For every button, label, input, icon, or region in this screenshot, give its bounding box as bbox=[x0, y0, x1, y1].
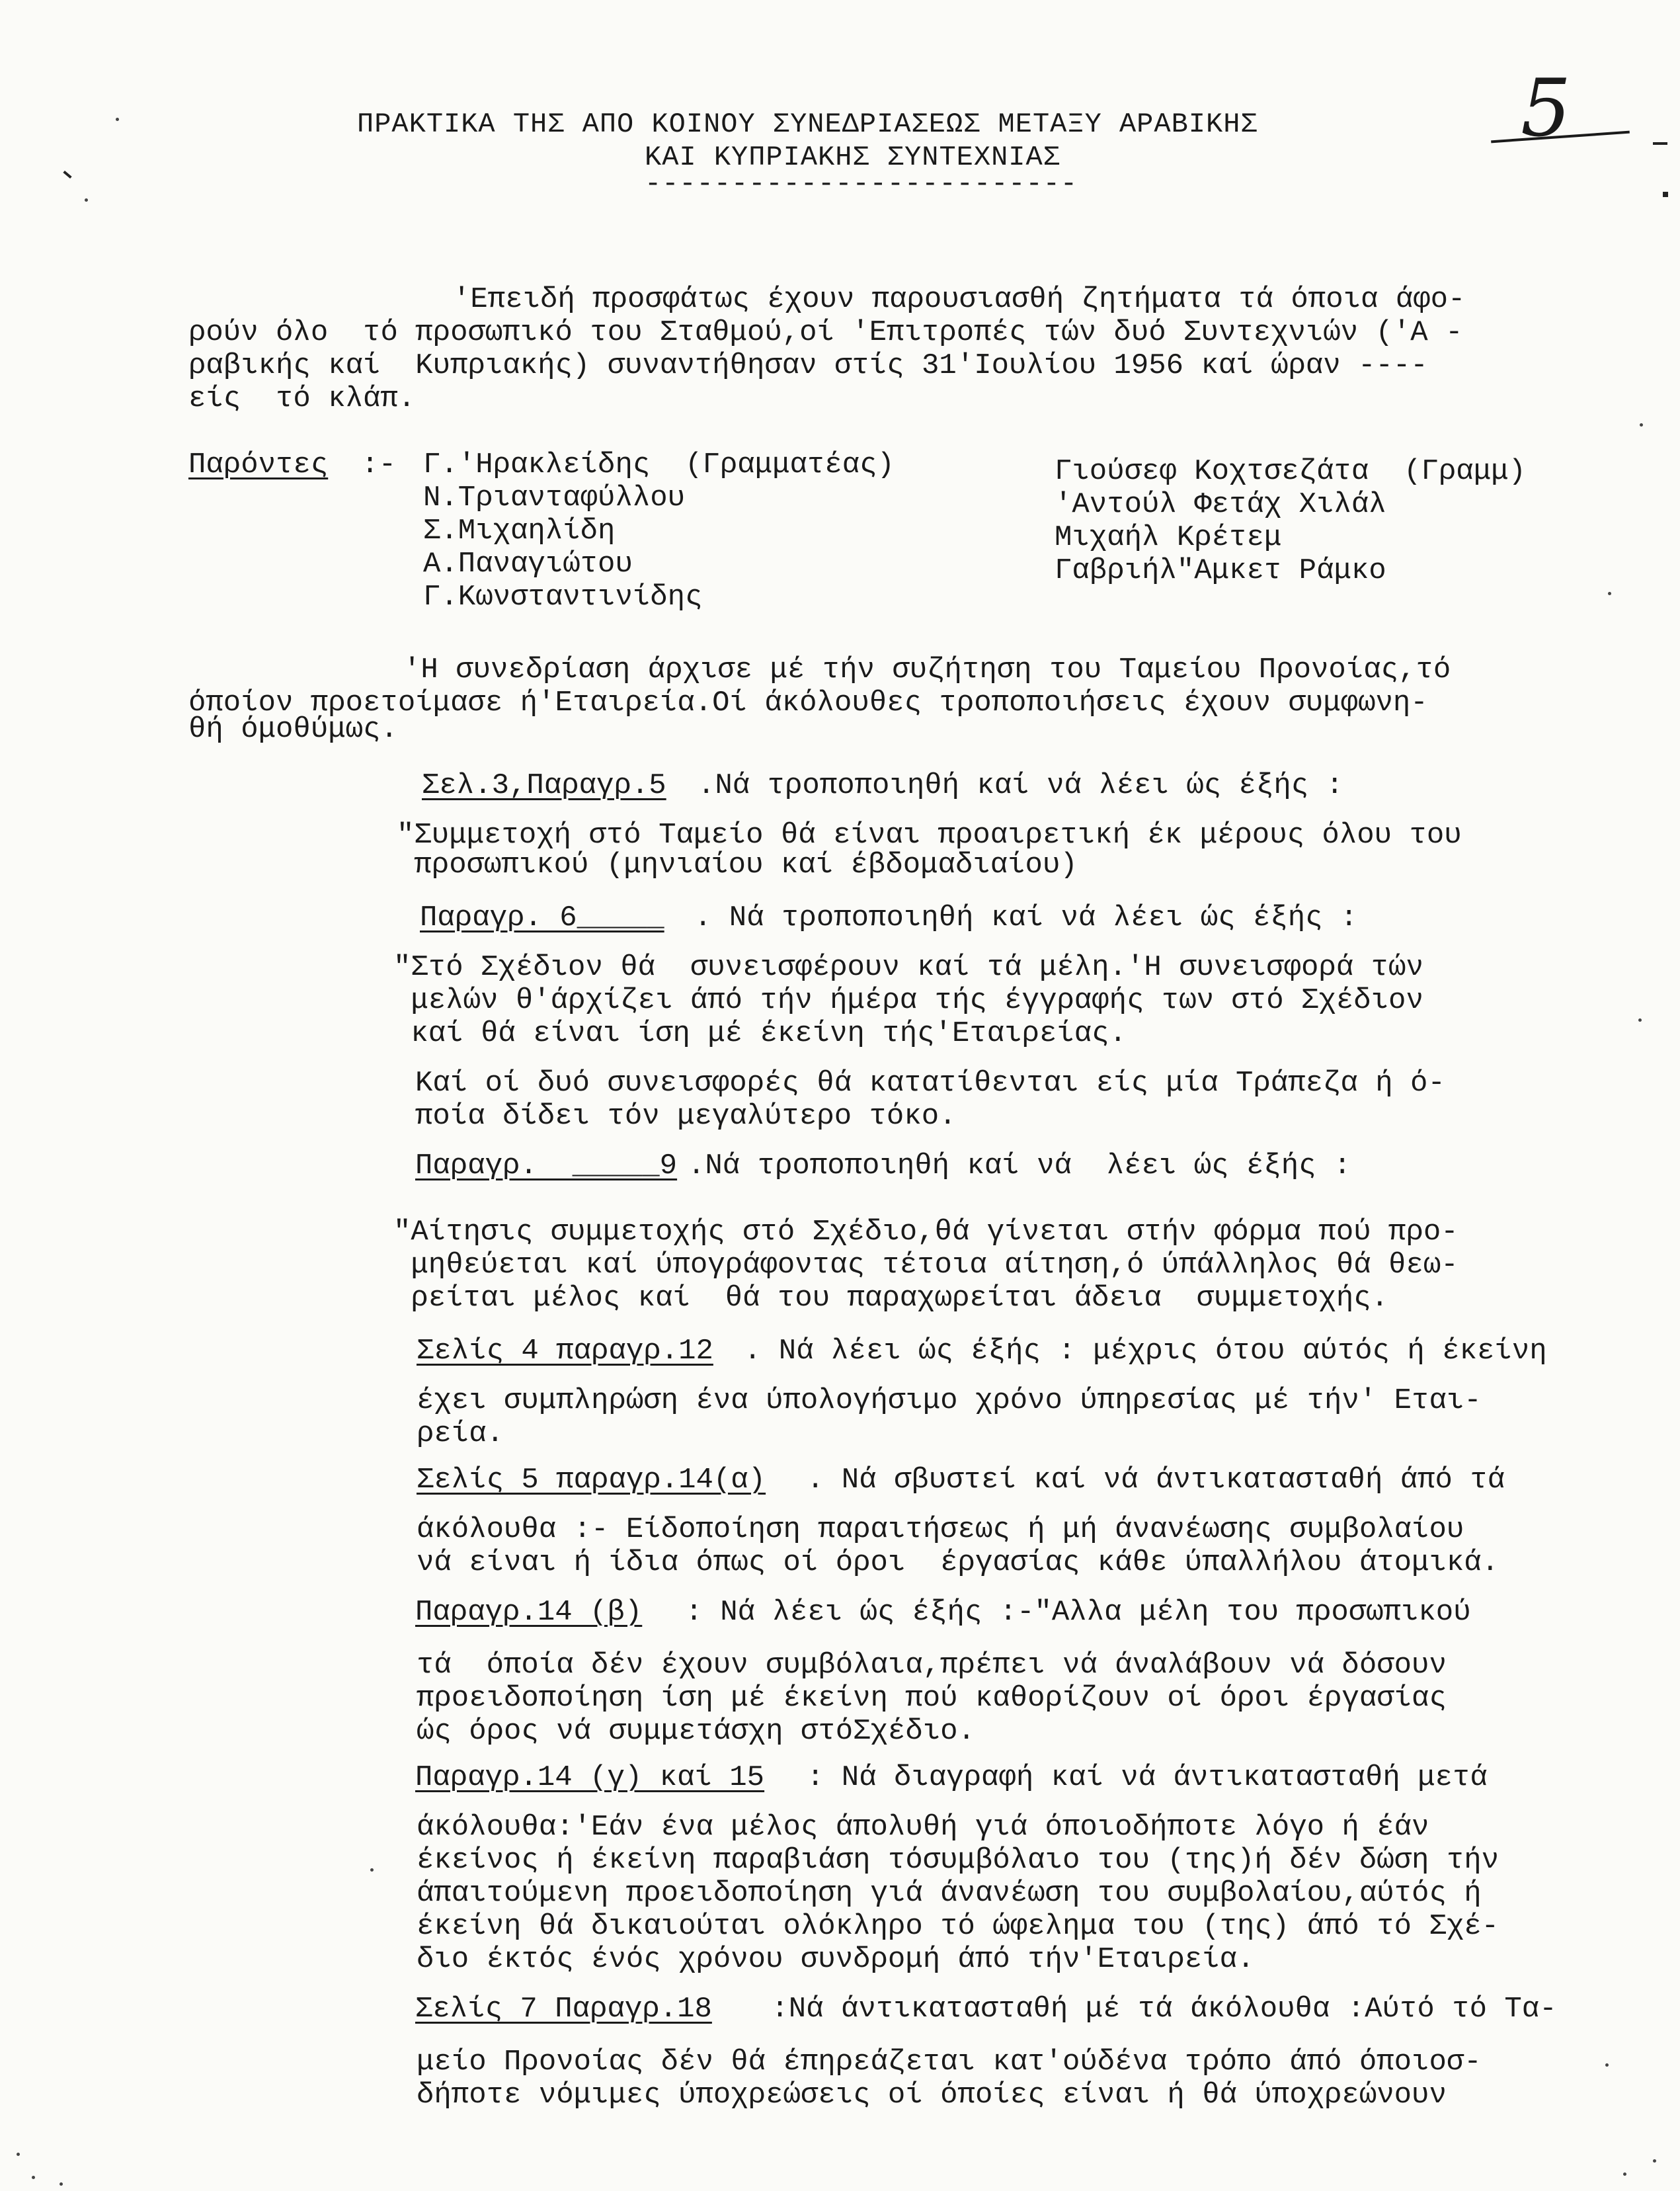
speck bbox=[1640, 423, 1643, 427]
amendment-6-cont-3: ώς όρος νά συμμετάσχη στόΣχέδιο. bbox=[417, 1715, 975, 1748]
speck bbox=[1608, 592, 1611, 595]
amendment-4-cont-2: ρεία. bbox=[417, 1417, 504, 1450]
speck bbox=[1638, 1018, 1642, 1022]
present-left-2: Ν.Τριανταφύλλου bbox=[423, 481, 686, 515]
amendment-7-cont-5: διο έκτός ένός χρόνου συνδρομή άπό τήν'Εταιρεία. bbox=[417, 1943, 1255, 1976]
amendment-1-heading: Σελ.3,Παραγρ.5 bbox=[422, 769, 666, 802]
amendment-4-text: . Νά λέει ώς έξής : μέχρις ότου αύτός ή έκείνη bbox=[744, 1335, 1547, 1368]
present-label: Παρόντες bbox=[188, 448, 329, 481]
amendment-2-quote-3: καί θά είναι ίση μέ έκείνη τής'Εταιρείας. bbox=[393, 1017, 1127, 1050]
present-left-3: Σ.Μιχαηλίδη bbox=[423, 515, 616, 548]
amendment-6-cont-1: τά όποία δέν έχουν συμβόλαια,πρέπει νά άναλάβουν νά δόσουν bbox=[417, 1649, 1447, 1682]
opening-line-1: 'Η συνεδρίαση άρχισε μέ τήν συζήτηση του Ταμείου Προνοίας,τό bbox=[403, 653, 1451, 686]
intro-line-4: είς τό κλάπ. bbox=[188, 382, 416, 415]
amendment-4-heading: Σελίς 4 παραγρ.12 bbox=[417, 1335, 713, 1368]
amendment-2-text: . Νά τροποποιηθή καί νά λέει ώς έξής : bbox=[694, 901, 1358, 934]
opening-line-3: θή όμοθύμως. bbox=[188, 713, 398, 746]
speck bbox=[116, 118, 119, 121]
amendment-8-cont-1: μείο Προνοίας δέν θά έπηρεάζεται κατ'ούδένα τρόπο άπό όποιοσ- bbox=[417, 2046, 1482, 2079]
title-rule: ------------------------- bbox=[645, 168, 1078, 200]
opening-line-2: όποίον προετοίμασε ή'Εταιρεία.Οί άκόλουθες τροποποιήσεις έχουν συμφωνη- bbox=[188, 686, 1428, 720]
amendment-7-cont-3: άπαιτούμενη προειδοποίηση γιά άνανέωση του συμβολαίου,αύτός ή bbox=[417, 1877, 1482, 1910]
amendment-7-cont-2: έκείνος ή έκείνη παραβιάση τόσυμβόλαιο του (της)ή δέν δώση τήν bbox=[417, 1844, 1500, 1877]
present-right-3: Μιχαήλ Κρέτεμ bbox=[1055, 521, 1282, 554]
amendment-2-heading: Παραγρ. 6_____ bbox=[420, 901, 664, 934]
speck bbox=[370, 1868, 374, 1872]
amendment-2-extra-1: Καί οί δυό συνεισφορές θά κατατίθενται είς μία Τράπεζα ή ό- bbox=[415, 1067, 1445, 1100]
speck bbox=[60, 2182, 63, 2186]
amendment-2-extra-2: ποία δίδει τόν μεγαλύτερο τόκο. bbox=[415, 1100, 957, 1133]
amendment-1-quote-2: προσωπικού (μηνιαίου καί έβδομαδιαίου) bbox=[397, 848, 1078, 882]
amendment-5-cont-1: άκόλουθα :- Είδοποίηση παραιτήσεως ή μή άνανέωσης συμβολαίου bbox=[417, 1513, 1464, 1546]
present-separator: :- bbox=[344, 448, 397, 481]
title-line-1: ΠΡΑΚΤΙΚΑ ΤΗΣ ΑΠΟ ΚΟΙΝΟΥ ΣΥΝΕΔΡΙΑΣΕΩΣ ΜΕΤΑΞΥ ΑΡΑΒΙΚΗΣ bbox=[357, 108, 1258, 140]
amendment-5-text: . Νά σβυστεί καί νά άντικατασταθή άπό τά bbox=[807, 1464, 1505, 1497]
amendment-4-cont-1: έχει συμπληρώση ένα ύπολογήσιμο χρόνο ύπηρεσίας μέ τήν' Εται- bbox=[417, 1384, 1482, 1417]
speck bbox=[1653, 2159, 1656, 2163]
amendment-7-cont-1: άκόλουθα:'Εάν ένα μέλος άπολυθή γιά όποιοδήποτε λόγο ή έάν bbox=[417, 1811, 1429, 1844]
page-number: 5 bbox=[1521, 63, 1572, 155]
margin-mark bbox=[1663, 192, 1668, 197]
amendment-1-quote-1: "Συμμετοχή στό Ταμείο θά είναι προαιρετική έκ μέρους όλου του bbox=[397, 819, 1462, 852]
amendment-6-heading: Παραγρ.14 (β) bbox=[415, 1596, 643, 1629]
amendment-5-cont-2: νά είναι ή ίδια όπως οί όροι έργασίας κάθε ύπαλλήλου άτομικά. bbox=[417, 1546, 1500, 1579]
title-line-2: ΚΑΙ ΚΥΠΡΙΑΚΗΣ ΣΥΝΤΕΧΝΙΑΣ bbox=[645, 142, 1060, 173]
amendment-6-cont-2: προειδοποίηση ίση μέ έκείνη πού καθορίζουν οί όροι έργασίας bbox=[417, 1682, 1447, 1715]
amendment-3-text: .Νά τροποποιηθή καί νά λέει ώς έξής : bbox=[688, 1149, 1351, 1182]
present-left-5: Γ.Κωνσταντινίδης bbox=[423, 581, 703, 614]
amendment-3-quote-1: "Αίτησις συμμετοχής στό Σχέδιο,θά γίνεται στήν φόρμα πού προ- bbox=[393, 1216, 1459, 1249]
amendment-5-heading: Σελίς 5 παραγρ.14(α) bbox=[417, 1464, 766, 1497]
amendment-6-text: : Νά λέει ώς έξής :-"Αλλα μέλη του προσωπικού bbox=[668, 1596, 1471, 1629]
amendment-7-heading: Παραγρ.14 (γ) καί 15 bbox=[415, 1761, 765, 1794]
present-right-1: Γιούσεφ Κοχτσεζάτα (Γραμμ) bbox=[1055, 455, 1526, 488]
amendment-2-quote-1: "Στό Σχέδιον θά συνεισφέρουν καί τά μέλη.'Η συνεισφορά τών bbox=[393, 951, 1423, 984]
amendment-8-text: :Νά άντικατασταθή μέ τά άκόλουθα :Αύτό τό Τα- bbox=[754, 1993, 1557, 2026]
present-right-2: 'Αντούλ Φετάχ Χιλάλ bbox=[1055, 488, 1386, 521]
amendment-8-heading: Σελίς 7 Παραγρ.18 bbox=[415, 1993, 712, 2026]
intro-line-1: 'Επειδή προσφάτως έχουν παρουσιασθή ζητήματα τά όποια άφο- bbox=[453, 283, 1466, 316]
present-right-4: Γαβριήλ"Αμκετ Ράμκο bbox=[1055, 554, 1386, 587]
amendment-2-quote-2: μελών θ'άρχίζει άπό τήν ήμέρα τής έγγραφής των στό Σχέδιον bbox=[393, 984, 1423, 1017]
amendment-8-cont-2: δήποτε νόμιμες ύποχρεώσεις οί όποίες είναι ή θά ύποχρεώνουν bbox=[417, 2079, 1447, 2112]
margin-mark bbox=[63, 171, 71, 179]
present-left-4: Α.Παναγιώτου bbox=[423, 548, 633, 581]
speck bbox=[1623, 2172, 1626, 2176]
intro-line-3: ραβικής καί Κυπριακής) συναντήθησαν στίς 31'Ιουλίου 1956 καί ώραν ---- bbox=[188, 349, 1428, 382]
speck bbox=[85, 198, 88, 202]
margin-mark bbox=[1653, 142, 1667, 145]
intro-line-2: ρούν όλο τό προσωπικό του Σταθμού,οί 'Επιτροπές τών δυό Συντεχνιών ('Α - bbox=[188, 316, 1463, 349]
speck bbox=[17, 2153, 20, 2156]
speck bbox=[32, 2176, 35, 2179]
amendment-7-text: : Νά διαγραφή καί νά άντικατασταθή μετά bbox=[807, 1761, 1488, 1794]
amendment-3-heading: Παραγρ. _____9 bbox=[415, 1149, 678, 1182]
amendment-3-quote-3: ρείται μέλος καί θά του παραχωρείται άδεια συμμετοχής. bbox=[393, 1282, 1389, 1315]
amendment-3-quote-2: μηθεύεται καί ύπογράφοντας τέτοια αίτηση,ό ύπάλληλος θά θεω- bbox=[393, 1249, 1459, 1282]
speck bbox=[1605, 2063, 1609, 2067]
amendment-7-cont-4: έκείνη θά δικαιούται ολόκληρο τό ώφελημα του (της) άπό τό Σχέ- bbox=[417, 1910, 1500, 1943]
present-left-1: Γ.'Ηρακλείδης (Γραμματέας) bbox=[423, 448, 895, 481]
amendment-1-text: .Νά τροποποιηθή καί νά λέει ώς έξής : bbox=[698, 769, 1343, 802]
